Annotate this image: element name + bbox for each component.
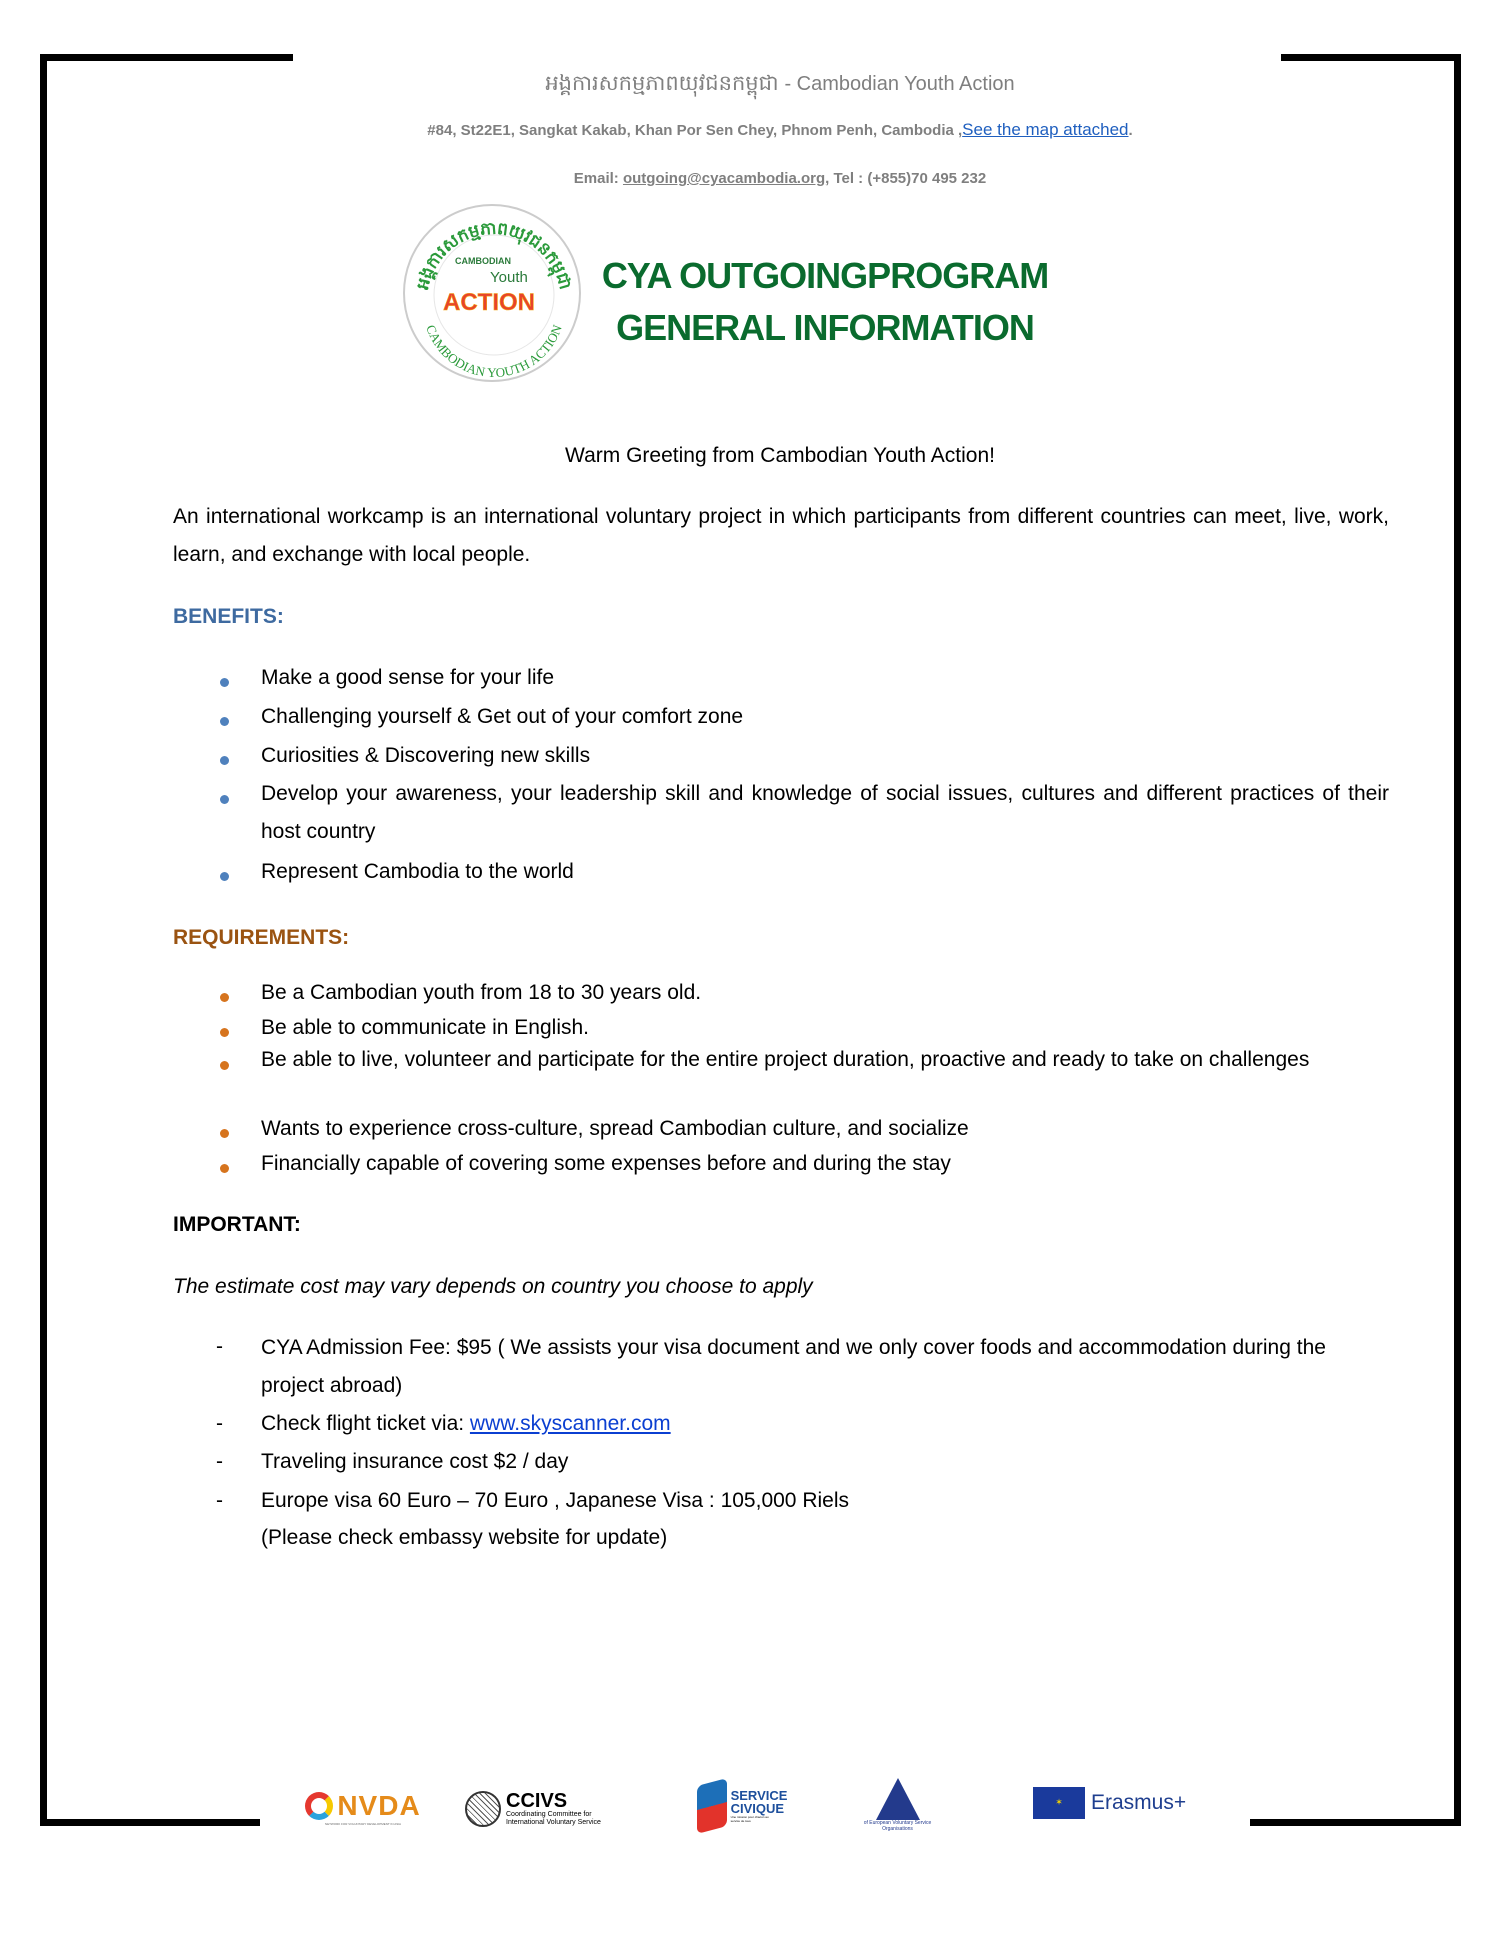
dash-icon: -	[216, 1489, 223, 1512]
erasmus-logo	[1033, 1785, 1208, 1820]
dash-icon: -	[216, 1412, 223, 1435]
title-line-2: GENERAL INFORMATION	[616, 307, 1034, 348]
service-text: SERVICE	[730, 1788, 788, 1803]
bullet-icon	[220, 872, 229, 881]
bullet-icon	[220, 678, 229, 687]
title-line-1: CYA OUTGOINGPROGRAM	[601, 255, 1049, 296]
requirement-item: Be able to live, volunteer and participate for the entire project duration, proactive and ready to take on challenges	[261, 1048, 1310, 1071]
bullet-icon	[220, 795, 229, 804]
logo-youth: Youth	[490, 269, 528, 286]
contact	[0, 170, 1500, 187]
frame-bottom-right	[1250, 1819, 1461, 1826]
greeting: Warm Greeting from Cambodian Youth Action!	[565, 444, 995, 467]
cost-item-text: Europe visa 60 Euro – 70 Euro , Japanese Visa : 105,000 Riels	[261, 1489, 849, 1512]
requirement-item: Wants to experience cross-culture, spread Cambodian culture, and socialize	[261, 1117, 969, 1140]
nvda-text: NVDA	[337, 1789, 421, 1821]
bullet-icon	[220, 1164, 229, 1173]
org-name	[0, 70, 1500, 101]
ccivs-text: CCIVS	[506, 1790, 568, 1812]
cya-logo	[403, 204, 581, 382]
cost-item-text-2: (Please check embassy website for update)	[261, 1526, 668, 1549]
email-label: Email:	[573, 170, 623, 187]
frame-right	[1454, 54, 1461, 1826]
benefit-item: Make a good sense for your life	[261, 666, 554, 689]
cost-item-text: Check flight ticket via:	[261, 1412, 470, 1435]
cya-logo-ring	[405, 206, 583, 384]
frame-left	[40, 54, 47, 1826]
cost-item: CYA Admission Fee: $95 ( We assists your visa document and we only cover foods and accommodation during the project abroad)	[261, 1336, 1326, 1397]
important-heading: IMPORTANT:	[173, 1213, 301, 1236]
bullet-icon	[220, 1028, 229, 1037]
email-link[interactable]: outgoing@cyacambodia.org	[622, 170, 826, 187]
alliance-logo	[855, 1775, 940, 1835]
benefit-item: Curiosities & Discovering new skills	[261, 744, 591, 767]
bullet-icon	[220, 717, 229, 726]
benefit-item: Develop your awareness, your leadership skill and knowledge of social issues, cultures and different practices of their host country	[261, 782, 1389, 843]
dash-icon: -	[216, 1335, 223, 1358]
cost-item	[261, 1412, 1389, 1436]
globe-icon	[465, 1791, 501, 1827]
nvda-pentagon-icon	[305, 1792, 333, 1820]
address	[0, 120, 1500, 140]
tel: , Tel : (+855)70 495 232	[825, 170, 987, 187]
alliance-text: ALLIANCE	[905, 1777, 921, 1803]
frame-bottom-left	[40, 1819, 260, 1826]
dash-icon: -	[216, 1450, 223, 1473]
bullet-icon	[220, 1129, 229, 1138]
svg-text:CAMBODIAN YOUTH ACTION	[423, 322, 565, 380]
requirement-item: Be able to communicate in English.	[261, 1016, 590, 1039]
ccivs-logo	[465, 1785, 630, 1833]
civique-text: CIVIQUE	[730, 1801, 785, 1816]
logo-action: ACTION	[443, 289, 535, 316]
bullet-icon	[220, 1061, 229, 1070]
service-civique-mark-icon	[697, 1778, 727, 1834]
frame-top-right	[1281, 54, 1461, 61]
page-title	[560, 250, 1090, 354]
nvda-logo	[288, 1785, 438, 1830]
benefit-item: Challenging yourself & Get out of your comfort zone	[261, 705, 744, 728]
map-suffix: .	[1128, 122, 1133, 139]
alliance-subtitle: of European Voluntary Service Organisations	[863, 1820, 932, 1832]
bullet-icon	[220, 993, 229, 1002]
intro-paragraph: An international workcamp is an international voluntary project in which participants from different countries can meet, live, work, learn, and exchange with local people.	[173, 505, 1389, 566]
cost-item	[261, 1489, 1389, 1550]
logo-cambodian: CAMBODIAN	[455, 256, 511, 266]
org-name-khmer: អង្គការសកម្មភាពយុវជនកម្ពុជា	[545, 72, 779, 95]
ccivs-subtitle: Coordinating Committee for International Voluntary Service	[506, 1811, 601, 1826]
benefit-item: Represent Cambodia to the world	[261, 860, 574, 883]
erasmus-text: Erasmus+	[1091, 1790, 1187, 1814]
logo-khmer-text: អង្គការសកម្មភាពយុវជនកម្ពុជា	[413, 218, 576, 292]
skyscanner-link[interactable]: www.skyscanner.com	[469, 1412, 671, 1435]
requirement-item: Be a Cambodian youth from 18 to 30 years old.	[261, 981, 702, 1004]
frame-top-left	[40, 54, 293, 61]
nvda-subtitle: NETWORK FOR VOLUNTARY DEVELOPMENT IN ASIA	[324, 1821, 402, 1826]
org-name-english: - Cambodian Youth Action	[784, 73, 1015, 95]
eu-flag-icon: ✶	[1033, 1787, 1085, 1819]
cost-note: The estimate cost may vary depends on country you choose to apply	[173, 1275, 813, 1298]
address-text: #84, St22E1, Sangkat Kakab, Khan Por Sen Chey, Phnom Penh, Cambodia ,	[427, 122, 963, 139]
bullet-icon	[220, 756, 229, 765]
requirement-item: Financially capable of covering some expenses before and during the stay	[261, 1152, 951, 1175]
logo-bottom-text: CAMBODIAN YOUTH ACTION	[423, 322, 565, 381]
service-civique-logo	[692, 1780, 792, 1832]
benefits-heading: BENEFITS:	[173, 605, 284, 628]
cost-item: Traveling insurance cost $2 / day	[261, 1450, 569, 1473]
civique-subtitle: Une mission pour chacun au service de tous	[730, 1815, 769, 1823]
requirements-heading: REQUIREMENTS:	[173, 926, 350, 949]
map-link[interactable]: See the map attached	[962, 120, 1129, 139]
